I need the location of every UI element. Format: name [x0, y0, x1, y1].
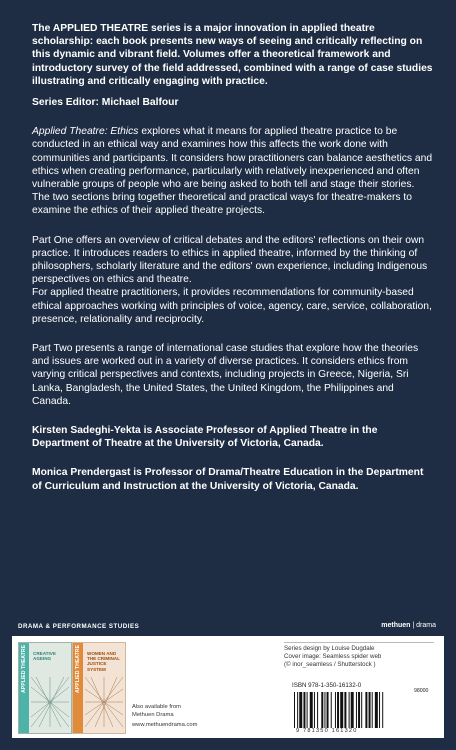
barcode-bar — [344, 692, 346, 728]
author-bio-prendergast: Monica Prendergast is Professor of Drama/Theatre Education in the Department of Curriculum and Instruction at the University of Victoria, Canada. — [32, 467, 424, 492]
barcode-bar — [356, 692, 357, 728]
barcode-bar — [337, 692, 339, 728]
also-available — [132, 704, 252, 730]
barcode-bar — [303, 692, 305, 728]
book-title: Applied Theatre: Ethics — [32, 126, 139, 138]
barcode-bar — [299, 692, 302, 728]
isbn: ISBN 978-1-350-16132-0 — [292, 682, 362, 689]
also-available-line: Also available from — [132, 704, 181, 710]
barcode-bar — [331, 692, 332, 728]
series-editor: Series Editor: Michael Balfour — [32, 97, 179, 109]
series-intro: The APPLIED THEATRE series is a major innovation in applied theatre scholarship: each book presents new ways of seeing and critically reflecting on this dynamic and vibrant field. Volumes offer a theoretical framework and introductory survey of the field addressed, combined with a range of case studies illustrating and critically engaging with practice. — [32, 23, 433, 87]
image-copyright: (© inor_seamless / Shutterstock ) — [284, 661, 376, 668]
barcode-bar — [369, 692, 371, 728]
series-design-credit: Series design by Louise Dugdale — [284, 645, 375, 652]
publisher-website: www.methuendrama.com — [132, 722, 198, 728]
barcode-bar — [294, 692, 295, 728]
blurb-paragraph — [32, 125, 434, 217]
barcode-bar — [297, 692, 298, 728]
barcode-bar — [314, 692, 315, 728]
publisher-logo — [381, 622, 436, 629]
barcode-bar — [365, 692, 367, 728]
price-code: 98000 — [414, 688, 429, 694]
barcode-bar — [382, 692, 383, 728]
publisher-imprint: drama — [416, 622, 436, 629]
author-bio-sadeghi-yekta: Kirsten Sadeghi-Yekta is Associate Professor of Applied Theatre in the Department of Theatre at the University of Victoria, Canada. — [32, 425, 378, 450]
barcode-number: 9 781350 161320 — [296, 728, 358, 734]
part-one-paragraph: Part One offers an overview of critical debates and the editors' reflections on their own practice. It introduces readers to ethics in applied theatre, informed by the thinking of philosophers, scholarly literature and the editors' own experience, including Indigenous perspectives on ethics and theatre. — [32, 234, 428, 286]
part-one-continued: For applied theatre practitioners, it provides recommendations for community-based ethical approaches working with principles of voice, agency, care, service, collaboration, presence, relationality and reciprocity. — [32, 287, 432, 325]
book-title: CREATIVE AGEING — [33, 651, 56, 662]
barcode-bar — [324, 692, 325, 728]
also-available-publisher: Methuen Drama — [132, 711, 174, 718]
spider-web-icon — [85, 677, 123, 727]
barcode-bar — [317, 692, 318, 728]
cover-credits — [284, 642, 434, 669]
publisher-separator: | — [410, 622, 417, 629]
barcode — [294, 692, 434, 728]
barcode-bar — [340, 692, 343, 728]
barcode-bar — [351, 692, 354, 728]
book-series-label — [75, 679, 81, 693]
book-title: WOMEN AND THE CRIMINAL JUSTICE SYSTEM — [87, 651, 120, 672]
series-category: DRAMA & PERFORMANCE STUDIES — [18, 623, 140, 630]
related-book-women-criminal-justice — [72, 642, 126, 734]
barcode-bar — [375, 692, 378, 728]
barcode-bar — [349, 692, 350, 728]
barcode-bar — [307, 692, 308, 728]
publisher-panel — [12, 620, 444, 738]
related-book-creative-ageing — [18, 642, 72, 734]
book-series-label — [21, 679, 27, 693]
cover-text — [32, 22, 434, 503]
cover-image-credit: Cover image: Seamless spider web — [284, 653, 382, 660]
blurb-text: explores what it means for applied theatre practice to be conducted in an ethical way and examines how this affects the work done with communities and participants. It considers how practitioners can balance aesthetics and ethics when creating performance, particularly with relatively inexperienced and often vulnerable groups of people who are being asked to both tell and stage their stories. The two sections bring together theoretical and practical ways for theatre-makers to examine the ethics of their applied theatre projects. — [32, 126, 433, 217]
barcode-bar — [361, 692, 362, 728]
series-band — [12, 620, 444, 636]
publisher-name: methuen — [381, 622, 411, 629]
barcode-bar — [372, 692, 373, 728]
barcode-bar — [335, 692, 336, 728]
part-two-paragraph: Part Two presents a range of international case studies that explore how the theories and issues are worked out in a variety of diverse practices. It considers ethics from varying critical perspectives and contexts, including projects in Greece, Nigeria, Sri Lanka, Bangladesh, the United States, the United Kingdom, the Philippines and Canada. — [32, 343, 419, 407]
barcode-bar — [321, 692, 323, 728]
spider-web-icon — [31, 677, 69, 727]
barcode-bar — [327, 692, 329, 728]
barcode-bar — [358, 692, 360, 728]
barcode-bar — [310, 692, 313, 728]
barcode-bar — [379, 692, 380, 728]
